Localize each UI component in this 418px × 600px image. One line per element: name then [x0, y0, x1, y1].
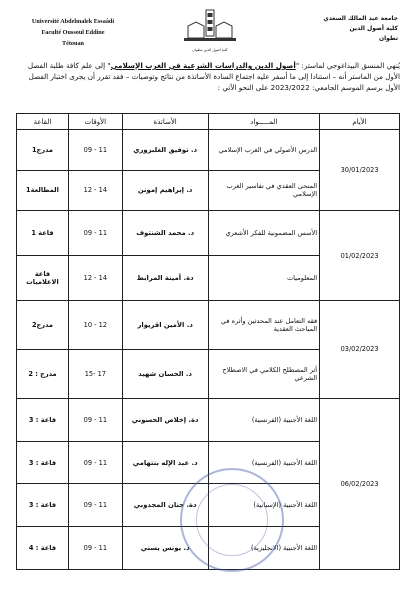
table-row — [17, 300, 400, 349]
logo-caption: كلية أصول الدين بتطوان — [192, 48, 228, 52]
intro-part1: يُنهي المنسق البيداغوجي لماستر: " — [295, 61, 400, 70]
teacher-cell: د. الأمين اقريوار — [122, 300, 208, 349]
room-cell: مدرج2 — [17, 300, 69, 349]
faculty-name-fr: Faculté Oussoul Eddine — [41, 29, 105, 36]
time-cell: 15- 17 — [68, 349, 122, 398]
room-cell: مدرج1 — [17, 130, 69, 171]
subject-cell: اللغة الأجنبية (الفرنسية) — [208, 441, 320, 484]
city-fr: Tétouan — [61, 40, 84, 47]
subject-cell: اللغة الأجنبية (الفرنسية) — [208, 399, 320, 442]
header-right — [323, 14, 398, 44]
room-cell: قاعة 1 — [17, 211, 69, 256]
intro-paragraph — [18, 60, 400, 93]
room-cell: قاعة : 3 — [17, 441, 69, 484]
header-days: الأيام — [320, 114, 400, 130]
time-cell: 12 - 14 — [68, 170, 122, 211]
header-left — [18, 16, 128, 49]
subject-cell: المنحى العقدي في تفاسير الغرب الإسلامي — [208, 170, 320, 211]
room-cell: قاعة : 4 — [17, 527, 69, 570]
intro-part2: " إلى علم كافة طلبة الفصل الأول من الماستر أنه – استنادا إلى ما أسفر عليه اجتماع السادة الأساتذة من نتائج وتوصيات – فقد تقرر أن يجرى اختبار الفصل الأول برسم الموسم الجامعي: 2023/2022 على النحو الآتي : — [27, 61, 400, 92]
subject-cell: فقه التعامل عند المحدثين وأثره في المباحث العقدية — [208, 300, 320, 349]
subject-cell: اللغة الأجنبية (الإسبانية) — [208, 484, 320, 527]
subject-cell: اللغة الأجنبية (الانجليزية) — [208, 527, 320, 570]
room-cell: قاعة : 3 — [17, 484, 69, 527]
teacher-cell: د. عبد الإله بنتهامي — [122, 441, 208, 484]
teacher-cell: د. الحسان شهيد — [122, 349, 208, 398]
faculty-stamp — [180, 468, 284, 572]
teacher-cell: دة. إخلاص الحسوني — [122, 399, 208, 442]
table-row — [17, 211, 400, 256]
table-row — [17, 399, 400, 442]
teacher-cell: دة. أمينة المرابط — [122, 256, 208, 301]
teacher-cell: د. توفيق الغلبزوري — [122, 130, 208, 171]
subject-cell: أثر المصطلح الكلامي في الاصطلاح الشرعي — [208, 349, 320, 398]
faculty-logo — [182, 8, 238, 52]
city-ar: تطوان — [378, 35, 398, 42]
day-cell: 03/02/2023 — [320, 300, 400, 398]
time-cell: 10 - 12 — [68, 300, 122, 349]
table-row — [17, 130, 400, 171]
subject-cell: المعلوميات — [208, 256, 320, 301]
faculty-name-ar: كلية أصول الدين — [349, 25, 398, 32]
room-cell: المطالعة1 — [17, 170, 69, 211]
day-cell: 30/01/2023 — [320, 130, 400, 211]
stamp-inner-ring — [196, 484, 268, 556]
time-cell: 09 - 11 — [68, 441, 122, 484]
room-cell: قاعة : 3 — [17, 399, 69, 442]
university-name-fr: Université Abdelmalek Essaâdi — [31, 18, 115, 25]
university-name-ar: جامعة عبد المالك السعدي — [323, 15, 398, 22]
header-subjects: المـــــواد — [208, 114, 320, 130]
teacher-cell: دة. حنان المجدوبي — [122, 484, 208, 527]
teacher-cell: د. يونس يسني — [122, 527, 208, 570]
teacher-cell: د. محمد الشنتوف — [122, 211, 208, 256]
header-times: الأوقات — [68, 114, 122, 130]
subject-cell: الدرس الأصولي في الغرب الإسلامي — [208, 130, 320, 171]
logo-building-icon — [182, 8, 238, 44]
master-title: أصول الدين والدراسات الشرعية في الغرب الإسلامي — [110, 61, 296, 70]
time-cell: 09 - 11 — [68, 527, 122, 570]
day-cell: 06/02/2023 — [320, 399, 400, 570]
day-cell: 01/02/2023 — [320, 211, 400, 301]
teacher-cell: د. إبراهيم إمونن — [122, 170, 208, 211]
room-cell: قاعة الاعلاميات — [17, 256, 69, 301]
time-cell: 09 - 11 — [68, 399, 122, 442]
room-cell: مدرج : 2 — [17, 349, 69, 398]
header-teachers: الأساتذة — [122, 114, 208, 130]
time-cell: 09 - 11 — [68, 484, 122, 527]
time-cell: 09 - 11 — [68, 211, 122, 256]
time-cell: 09 - 11 — [68, 130, 122, 171]
header-rooms: القاعة — [17, 114, 69, 130]
time-cell: 12 - 14 — [68, 256, 122, 301]
subject-cell: الأسس المضمونية للفكر الأشعري — [208, 211, 320, 256]
table-header-row — [17, 114, 400, 130]
